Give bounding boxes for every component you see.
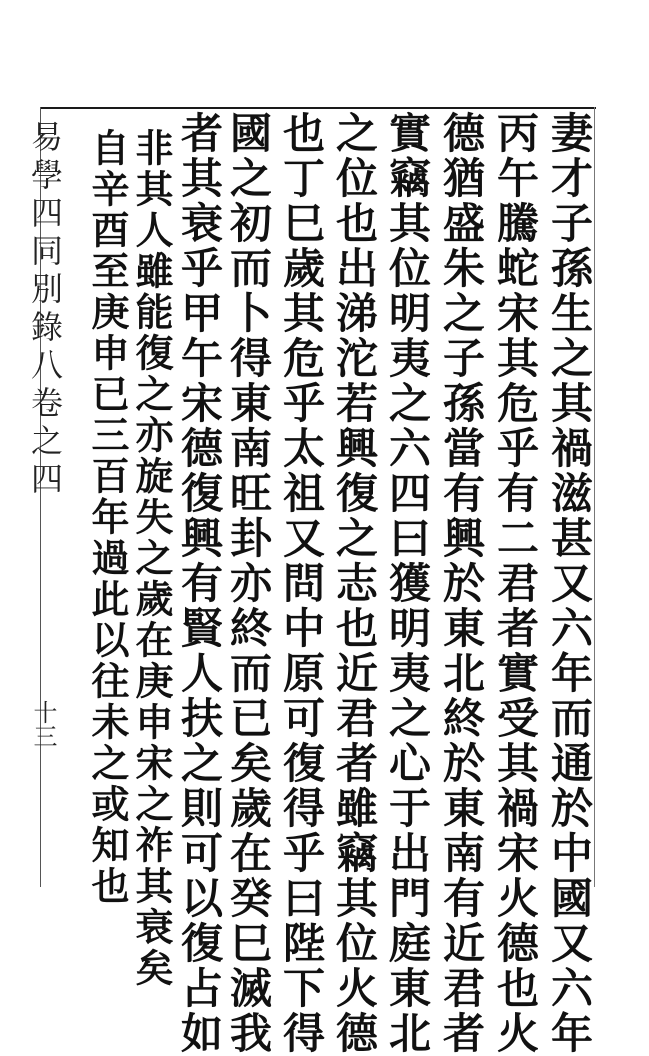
text-column-1: 妻才子孫生之其禍滋甚又六年而通於中國又六年 [545, 111, 594, 1056]
frame-top-rule [40, 107, 596, 109]
text-column-10: 自辛酉至庚申已三百年過此以往未之或知也 [85, 128, 130, 907]
text-column-8: 者其衰乎甲午宋德復興有賢人扶之則可以復占如 [175, 111, 224, 1056]
text-column-7: 國之初而卜得東南旺卦亦終而已矣歲在癸巳滅我 [224, 111, 273, 1056]
folio-number: 十三 [29, 700, 57, 748]
text-column-3: 德猶盛朱之子孫當有興於東北終於東南有近君者 [437, 111, 486, 1056]
margin-book-title: 易學四同別錄八卷之四 [26, 120, 64, 500]
text-column-2: 丙午騰蛇宋其危乎有二君者實受其禍宋火德也火 [491, 111, 540, 1056]
text-column-4: 實竊其位明夷之六四曰獲明夷之心于出門庭東北 [383, 111, 432, 1056]
text-column-9: 非其人雖能復之亦旋失之歲在庚申宋之祚其衰矣 [129, 128, 174, 989]
frame-right-rule [594, 107, 595, 887]
text-column-5: 之位也出涕沱若興復之志也近君者雖竊其位火德 [330, 111, 379, 1056]
text-column-6: 也丁巳歲其危乎太祖又問中原可復得乎曰陛下得 [277, 111, 326, 1056]
